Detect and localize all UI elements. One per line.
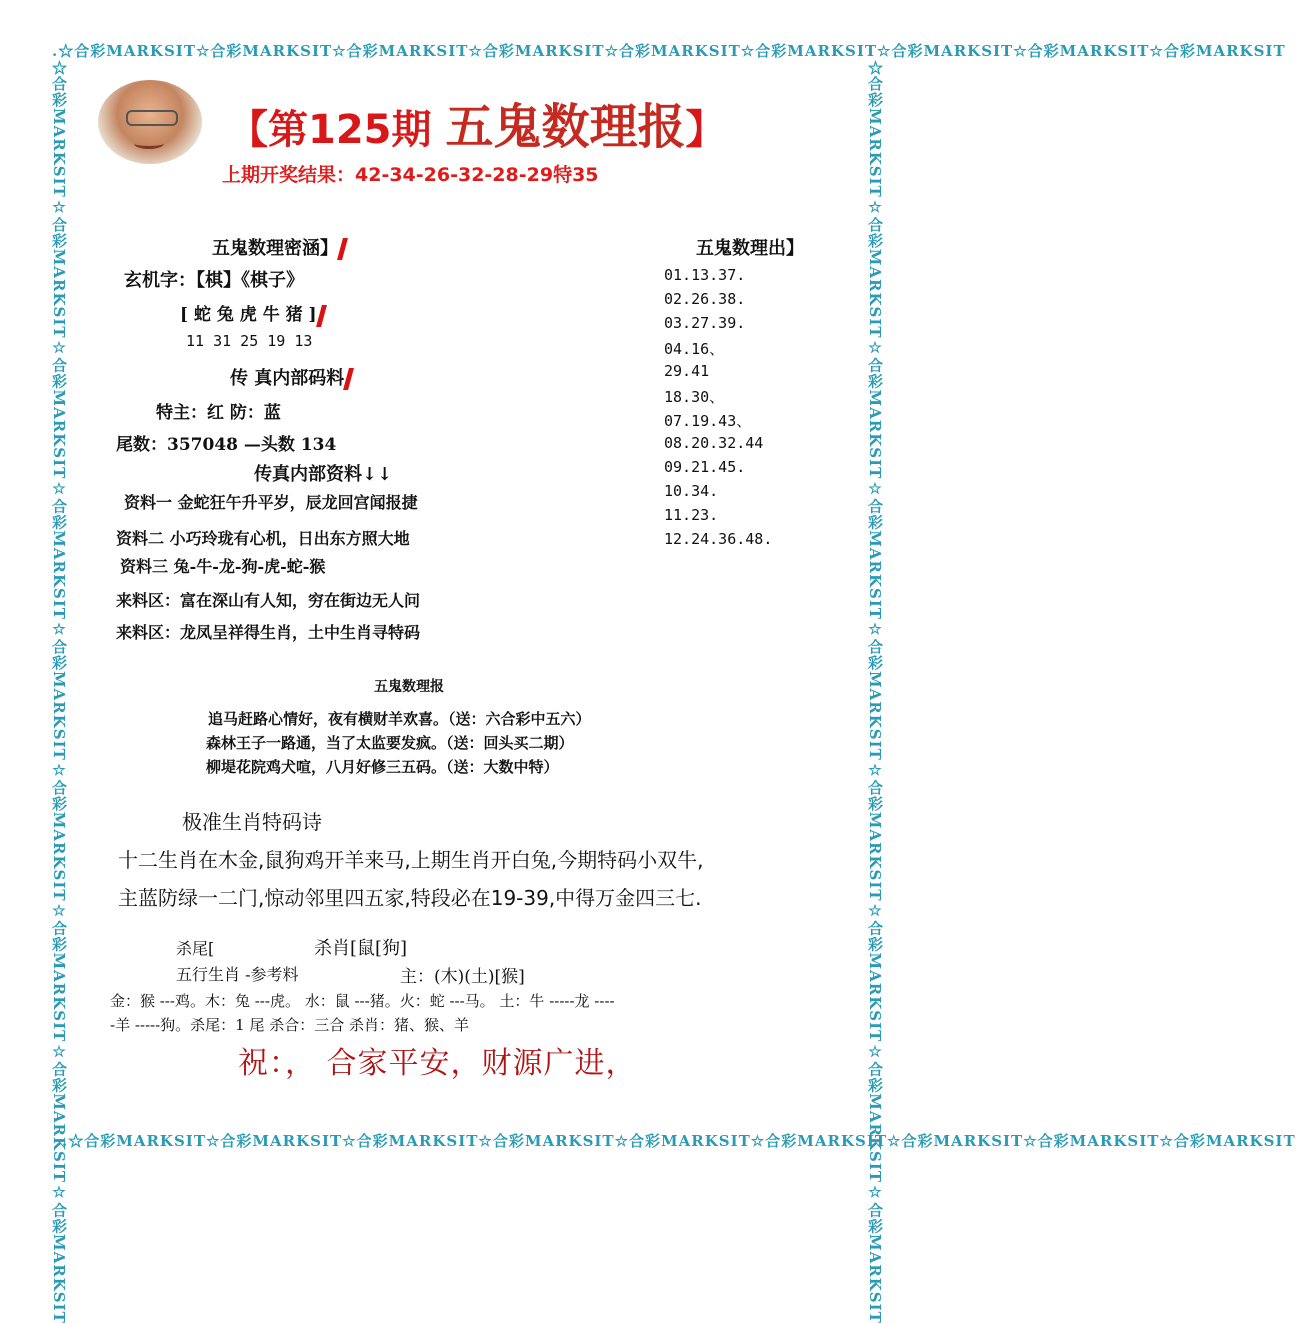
info-3: 资料三 兔-牛-龙-狗-虎-蛇-猴 bbox=[120, 557, 326, 576]
list-item: 07.19.43、 bbox=[664, 412, 752, 430]
list-item: 18.30、 bbox=[664, 388, 725, 406]
tail-numbers: 尾数：357048 —头数 134 bbox=[116, 435, 337, 455]
poem-line-2: 森林王子一路通，当了太监要发疯。（送：回头买二期） bbox=[206, 734, 574, 752]
te-zhu-line: 特主：红 防：蓝 bbox=[156, 403, 281, 423]
list-item: 12.24.36.48. bbox=[664, 530, 773, 548]
blessing-line: 祝：， 合家平安，财源广进， bbox=[238, 1046, 637, 1081]
list-item: 11.23. bbox=[664, 506, 719, 524]
list-item: 10.34. bbox=[664, 482, 719, 500]
title-bracket-left: 【 bbox=[228, 107, 268, 153]
poem-line-1: 追马赶路心情好，夜有横财羊欢喜。（送：六合彩中五六） bbox=[208, 710, 591, 728]
title-bracket-right: 】 bbox=[685, 107, 726, 153]
main-element: 主：(木)(土)[猴] bbox=[400, 967, 525, 987]
border-watermark-bottom: .☆合彩MARKSIT☆合彩MARKSIT☆合彩MARKSIT☆合彩MARKSIT☆合彩MARKSIT☆合彩MARKSIT☆合彩MARKSIT☆合彩MARKSIT☆合彩MARKSIT bbox=[62, 1132, 1296, 1150]
precise-title: 极准生肖特码诗 bbox=[182, 810, 322, 834]
poem-title: 五鬼数理报 bbox=[374, 679, 444, 695]
paper-name: 五鬼数理报 bbox=[445, 99, 686, 155]
list-item: 04.16、 bbox=[664, 340, 725, 358]
zodiac-list: [ 蛇 兔 虎 牛 猪 ] bbox=[180, 300, 324, 327]
secret-title: 五鬼数理密涵】 bbox=[212, 234, 345, 260]
red-slash-mark bbox=[337, 238, 348, 260]
list-item: 02.26.38. bbox=[664, 290, 746, 308]
element-line-2: -羊 -----狗。杀尾：1 尾 杀合：三合 杀肖：猪、猴、羊 bbox=[110, 1016, 470, 1034]
element-line-1: 金：猴 ---鸡。木：兔 ---虎。 水：鼠 ---猪。火：蛇 ---马。 土：牛 -----龙 ---- bbox=[110, 992, 615, 1010]
list-item: 01.13.37. bbox=[664, 266, 746, 284]
precise-line-1: 十二生肖在木金,鼠狗鸡开羊来马,上期生肖开白兔,今期特码小双牛, bbox=[118, 848, 704, 872]
poem-line-3: 柳堤花院鸡犬喧，八月好修三五码。（送：大数中特） bbox=[206, 758, 559, 776]
zodiac-numbers: 11 31 25 19 13 bbox=[186, 332, 313, 350]
page-title bbox=[228, 88, 725, 157]
red-slash-mark bbox=[316, 305, 327, 327]
border-watermark-top: .☆合彩MARKSIT☆合彩MARKSIT☆合彩MARKSIT☆合彩MARKSIT☆合彩MARKSIT☆合彩MARKSIT☆合彩MARKSIT☆合彩MARKSIT☆合彩MARKSIT bbox=[52, 42, 1286, 60]
precise-line-2: 主蓝防绿一二门,惊动邻里四五家,特段必在19-39,中得万金四三七. bbox=[118, 886, 702, 910]
list-item: 29.41 bbox=[664, 362, 710, 380]
issue-number: 第125期 bbox=[268, 107, 432, 153]
list-item: 03.27.39. bbox=[664, 314, 746, 332]
fax-info-title: 传真内部资料↓↓ bbox=[254, 464, 393, 485]
source-2: 来料区：龙凤呈祥得生肖，土中生肖寻特码 bbox=[116, 623, 421, 642]
xuanji-line: 玄机字：【棋】《棋子》 bbox=[124, 270, 304, 291]
list-item: 09.21.45. bbox=[664, 458, 746, 476]
border-watermark-left: ☆合彩MARKSIT☆合彩MARKSIT☆合彩MARKSIT☆合彩MARKSIT☆合彩MARKSIT☆合彩MARKSIT☆合彩MARKSIT☆合彩MARKSIT☆合彩MARKSIT bbox=[50, 60, 68, 1324]
wuxing-zodiac: 五行生肖 -参考料 bbox=[176, 965, 299, 984]
kill-tail: 杀尾[ bbox=[176, 939, 215, 958]
source-1: 来料区：富在深山有人知，穷在街边无人问 bbox=[116, 591, 421, 610]
kill-zodiac: 杀肖[鼠[狗] bbox=[314, 938, 408, 959]
right-title: 五鬼数理出】 bbox=[696, 238, 804, 259]
border-watermark-right: ☆合彩MARKSIT☆合彩MARKSIT☆合彩MARKSIT☆合彩MARKSIT☆合彩MARKSIT☆合彩MARKSIT☆合彩MARKSIT☆合彩MARKSIT☆合彩MARKSIT bbox=[866, 60, 884, 1324]
list-item: 08.20.32.44 bbox=[664, 434, 764, 452]
info-2: 资料二 小巧玲珑有心机，日出东方照大地 bbox=[116, 529, 410, 548]
fax-code-title: 传 真内部码料 bbox=[230, 364, 351, 390]
info-1: 资料一 金蛇狂午升平岁，辰龙回宫闻报捷 bbox=[124, 493, 418, 512]
portrait-avatar bbox=[98, 80, 202, 164]
last-draw-result: 上期开奖结果：42-34-26-32-28-29特35 bbox=[222, 164, 599, 186]
red-slash-mark bbox=[343, 368, 354, 390]
